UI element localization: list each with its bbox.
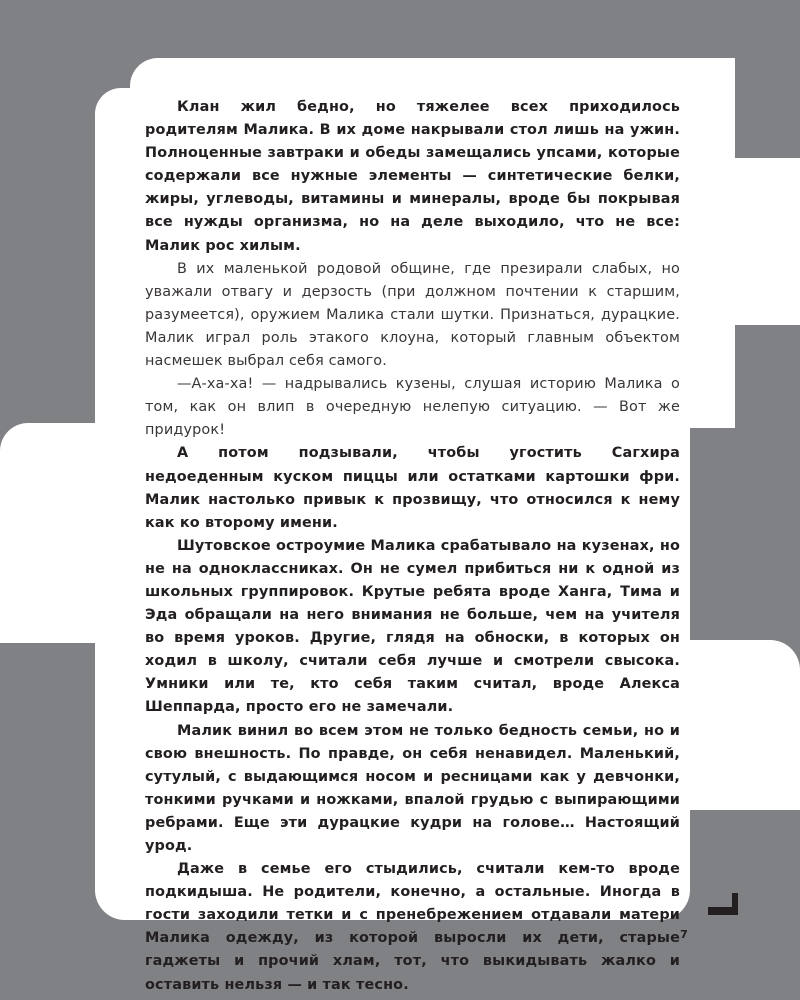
page-number: 7 — [680, 928, 688, 941]
paragraph: А потом подзывали, чтобы угостить Сагхира недоеденным куском пиццы или остатками картошки фри. Малик настолько привык к прозвищу, что относился к нему как ко второму имени. — [145, 445, 680, 531]
paragraph: Клан жил бедно, но тяжелее всех приходилось родителям Малика. В их доме накрывали стол лишь на ужин. Полноценные завтраки и обеды замещались упсами, которые содержали все нужные элементы — синтетические белки, жиры, углеводы, витамины и минералы, вроде бы покрывая все нужды организма, но на деле выходило, что не все: Малик рос хилым. — [145, 99, 680, 254]
paragraph: Шутовское остроумие Малика срабатывало на кузенах, но не на одноклассниках. Он не сумел прибиться ни к одной из школьных группировок. Крутые ребята вроде Ханга, Тима и Эда обращали на него внимания не больше, чем на учителя во время уроков. Другие, глядя на обноски, в которых он ходил в школу, считали себя лучше и смотрели свысока. Умники или те, кто себя таким считал, вроде Алекса Шеппарда, просто его не замечали. — [145, 537, 680, 716]
paragraph: Малик винил во всем этом не только бедность семьи, но и свою внешность. По правде, он себя ненавидел. Маленький, сутулый, с выдающимся носом и ресницами как у девчонки, тонкими ручками и ножками, впалой грудью с выпирающими ребрами. Еще эти дурацкие кудри на голове… Настоящий урод. — [145, 722, 680, 854]
paragraph: Даже в семье его стыдились, считали кем-то вроде подкидыша. Не родители, конечно, а остальные. Иногда в гости заходили тетки и с пренебрежением отдавали матери Малика одежду, из которой выросли их дети, старые гаджеты и прочий хлам, тот, что выкидывать жалко и оставить нельзя — и так тесно. — [145, 861, 680, 993]
paragraph: В их маленькой родовой общине, где презирали слабых, но уважали отвагу и дерзость (при должном почтении к старшим, разумеется), оружием Малика стали шутки. Признаться, дурацкие. Малик играл роль этакого клоуна, который главным объектом насмешек выбрал себя самого. — [145, 260, 680, 370]
paragraph: —А-ха-ха! — надрывались кузены, слушая историю Малика о том, как он влип в очередную нелепую ситуацию. — Вот же придурок! — [145, 376, 680, 439]
corner-bracket-icon — [708, 893, 738, 915]
body-text — [145, 96, 680, 997]
page-panel-notch — [735, 158, 800, 325]
page-panel-right-lower — [690, 640, 800, 810]
